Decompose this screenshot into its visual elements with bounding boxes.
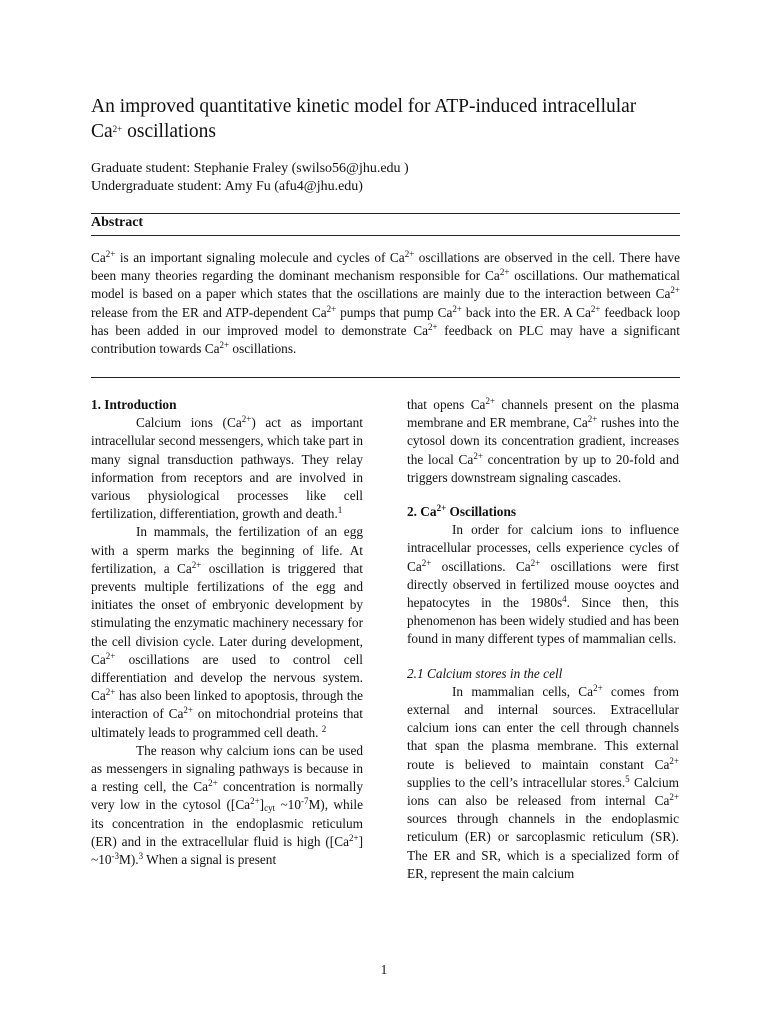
paragraph: Calcium ions $(Ca^{2+})$ act as important intracellular second messengers, which take part in many signal transduction pathways. They relay information from receptors and are involved in various physiological processes like cell fertilization, differentiation, growth and death.$^1$: [91, 414, 363, 522]
author-list: [91, 160, 409, 196]
left-column: [91, 396, 363, 869]
undergraduate-author: Undergraduate student: Amy Fu (afu4@jhu.edu): [91, 179, 363, 194]
graduate-author: Graduate student: Stephanie Fraley (swilso56@jhu.edu ): [91, 161, 409, 176]
page-number: 1: [380, 962, 388, 977]
section-heading-introduction: 1. Introduction: [91, 397, 177, 412]
right-column: [407, 396, 679, 883]
paragraph: that opens $Ca^{2+}$ channels present on the plasma membrane and ER membrane, $Ca^{2+}$ rushes into the cytosol down its concentration gradient, increases the local $Ca^{2+}$ concentration by up to 20-fold and triggers downstream signaling cascades.: [407, 396, 679, 485]
divider-bottom: [91, 377, 680, 378]
paragraph: In order for calcium ions to influence intracellular processes, cells experience cycles of $Ca^{2+}$ oscillations. $Ca^{2+}$ oscillations were first directly observed in fertilized mouse ooyctes and hepatocytes in the $1980s^4$. Since then, this phenomenon has been widely studied and has been found in many different types of mammalian cells.: [407, 522, 679, 647]
paper-title: An improved quantitative kinetic model for ATP-induced intracellular $Ca^{2+}$ oscillations: [91, 96, 637, 142]
paragraph: In mammals, the fertilization of an egg with a sperm marks the beginning of life. At fertilization, a $Ca^{2+}$ oscillation is triggered that prevents multiple fertilizations of the egg and initiates the onset of embryonic development by stimulating the enzymatic machinery necessary for the cell division cycle. Later during development, $Ca^{2+}$ oscillations are used to control cell differentiation and develop the nervous system. $Ca^{2+}$ has also been linked to apoptosis, through the interaction of $Ca^{2+}$ on mitochondrial proteins that ultimately leads to programmed cell death. $^2$: [91, 524, 364, 740]
paragraph: In mammalian cells, $Ca^{2+}$ comes from external and internal sources. Extracellular calcium ions can enter the cell through channels that span the plasma membrane. This external route is believed to maintain constant $Ca^{2+}$ supplies to the cell’s intracellular stores.$^5$ Calcium ions can also be released from internal $Ca^{2+}$ sources through channels in the endoplasmic reticulum (ER) or sarcoplasmic reticulum (SR). The ER and SR, which is a specialized form of ER, represent the main calcium: [407, 682, 679, 881]
subsection-heading-calcium-stores: 2.1 Calcium stores in the cell: [407, 665, 563, 681]
abstract-heading: Abstract: [91, 215, 144, 230]
section-heading-oscillations: 2. $Ca^{2+}$ Oscillations: [407, 503, 517, 520]
divider-abstract: [91, 235, 680, 236]
paragraph: The reason why calcium ions can be used as messengers in signaling pathways is because in a resting cell, the $Ca^{2+}$ concentration is normally very low in the cytosol ($[Ca^{2+}]_{cyt}$ $\sim 10^{-7}M$), while its concentration in the endoplasmic reticulum (ER) and in the extracellular fluid is high ($[Ca^{2+}]$ $\sim 10^{-3}M).^3$ When a signal is present: [91, 742, 364, 868]
abstract-body: $Ca^{2+}$ is an important signaling molecule and cycles of $Ca^{2+}$ oscillations are observed in the cell. There have been many theories regarding the dominant mechanism responsible for $Ca^{2+}$ oscillations. Our mathematical model is based on a paper which states that the oscillations are mainly due to the interaction between $Ca^{2+}$ release from the ER and ATP-dependent $Ca^{2+}$ pumps that pump $Ca^{2+}$ back into the ER. A $Ca^{2+}$ feedback loop has been added in our improved model to demonstrate $Ca^{2+}$ feedback on PLC may have a significant contribution towards $Ca^{2+}$ oscillations.: [91, 249, 681, 357]
divider-top: [91, 213, 680, 214]
